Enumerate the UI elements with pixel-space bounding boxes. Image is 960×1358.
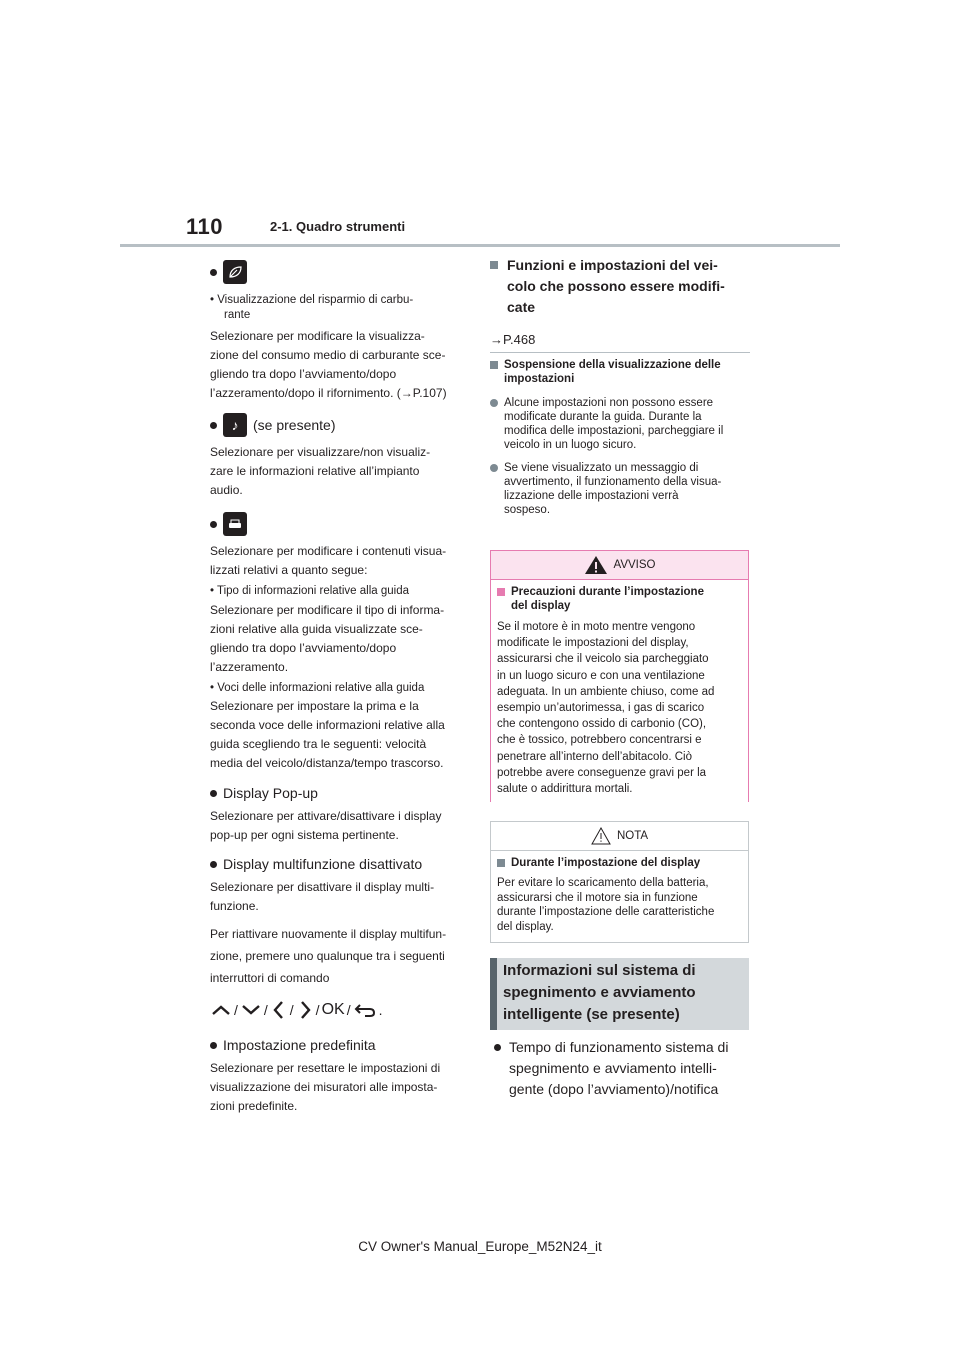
bullet-dot xyxy=(490,399,498,407)
back-arrow-icon xyxy=(353,1001,377,1019)
note-label: NOTA xyxy=(616,830,649,842)
drive-line: seconda voce delle informazioni relative alla xyxy=(210,718,445,732)
drive-line: guida scegliendo tra le seguenti: velocità xyxy=(210,737,427,751)
tempo-line: spegnimento e avviamento intelli- xyxy=(509,1060,717,1076)
default-bullet xyxy=(210,1035,465,1055)
section-title: 2-1. Quadro strumenti xyxy=(270,219,406,234)
nav-separator: / xyxy=(263,1002,268,1018)
section-square-icon xyxy=(497,859,505,867)
popup-bullet xyxy=(210,783,465,803)
audio-bullet xyxy=(210,413,465,437)
multi-text-2 xyxy=(210,923,465,989)
chevron-right-icon xyxy=(296,999,314,1021)
functions-ref[interactable]: →P.468 xyxy=(490,332,536,347)
audio-title: (se presente) xyxy=(253,417,336,433)
tempo-text xyxy=(509,1037,728,1100)
bullet-dot xyxy=(210,1042,217,1049)
drive-line: gliendo tra dopo l’avviamento/dopo xyxy=(210,640,397,655)
drive-text-3 xyxy=(210,697,465,773)
warning-box xyxy=(490,550,749,802)
functions-heading xyxy=(490,255,750,318)
bullet-dot xyxy=(494,1044,501,1051)
drive-sub-2: • Voci delle informazioni relative alla guida xyxy=(210,681,425,694)
info-heading-line: intelligente (se presente) xyxy=(503,1006,680,1023)
eco-line: l’azzeramento/dopo il rifornimento. (→P.107) xyxy=(210,386,447,400)
info-heading-line: Informazioni sul sistema di xyxy=(503,962,696,979)
nav-separator: / xyxy=(346,1002,351,1018)
tempo-bullet xyxy=(494,1037,754,1100)
bullet-dot xyxy=(210,861,217,868)
drive-bullet xyxy=(210,512,465,536)
bullet-dot xyxy=(210,422,217,429)
multi-title: Display multifunzione disattivato xyxy=(223,856,423,872)
section-square-icon xyxy=(490,261,498,269)
eco-line: Selezionare per modificare la visualizza- xyxy=(210,329,425,343)
chevron-down-icon xyxy=(240,1002,262,1018)
eco-text xyxy=(210,327,465,403)
eco-bullet xyxy=(210,260,465,284)
warning-triangle-icon xyxy=(584,555,608,575)
multi-line: interruttori di comando xyxy=(210,971,330,985)
audio-line: audio. xyxy=(210,483,243,497)
drive-line: lizzati relativi a quanto segue: xyxy=(210,563,368,577)
drive-line: Selezionare per modificare il tipo di informa- xyxy=(210,602,445,617)
info-heading-box xyxy=(490,958,749,1030)
suspend-heading xyxy=(490,358,750,386)
leaf-icon xyxy=(223,260,247,284)
page-number: 110 xyxy=(186,214,223,239)
multi-line: funzione. xyxy=(210,899,259,913)
suspend-section xyxy=(490,358,750,517)
bullet-dot xyxy=(210,269,217,276)
warning-body xyxy=(491,580,748,807)
nav-separator: / xyxy=(234,1002,238,1018)
info-heading-line: spegnimento e avviamento xyxy=(503,984,696,1001)
tempo-item xyxy=(494,1037,754,1100)
multi-line: zione, premere uno qualunque tra i seguenti xyxy=(210,949,445,963)
warning-band xyxy=(491,551,748,580)
note-triangle-icon xyxy=(591,827,611,845)
section-divider xyxy=(490,352,750,353)
suspend-item xyxy=(490,396,750,452)
drive-line: Selezionare per modificare i contenuti visua- xyxy=(210,544,447,558)
drive-line: media del veicolo/distanza/tempo trascorso. xyxy=(210,756,444,770)
bullet-dot xyxy=(210,790,217,797)
drive-line: Selezionare per impostare la prima e la xyxy=(210,699,419,713)
tempo-line: Tempo di funzionamento sistema di xyxy=(509,1039,729,1055)
note-body xyxy=(491,851,748,934)
drive-sub-1: • Tipo di informazioni relative alla guida xyxy=(210,585,409,597)
warning-title: Precauzioni durante l’impostazione del display xyxy=(511,586,704,612)
bullet-dot xyxy=(210,521,217,528)
eco-line: zione del consumo medio di carburante sce- xyxy=(210,348,446,362)
chevron-left-icon xyxy=(270,999,288,1021)
popup-title: Display Pop-up xyxy=(223,785,318,801)
default-title: Impostazione predefinita xyxy=(223,1037,376,1053)
suspend-item-text: Alcune impostazioni non possono essere modificate durante la guida. Durante la modifica delle impostazioni, parcheggiare il veicolo in un luogo sicuro. xyxy=(504,397,724,451)
ok-label: OK xyxy=(321,1001,345,1018)
popup-line: pop-up per ogni sistema pertinente. xyxy=(210,828,399,842)
suspend-item xyxy=(490,461,750,517)
audio-line: Selezionare per visualizzare/non visualiz- xyxy=(210,445,431,459)
audio-text xyxy=(210,443,465,500)
warning-heading xyxy=(497,585,742,613)
note-title: Durante l’impostazione del display xyxy=(511,857,701,869)
warning-text: Se il motore è in moto mentre vengono modificate le impostazioni del display, assicurarsi che il veicolo sia parcheggiato in un luogo sicuro e con una ventilazione adeguata. In un ambiente chiuso, come ad esempio un’autorimessa, i gas di scarico che contengono ossido di carbonio (CO), che è tossico, potrebbero concentrarsi e penetrare all’interno dell’abitacolo. Ciò potrebbe avere conseguenze gravi per la salute o addirittura mortali. xyxy=(497,621,715,796)
warning-label: AVVISO xyxy=(613,559,656,571)
suspend-item-text: Se viene visualizzato un messaggio di avvertimento, il funzionamento della visua- lizzazione delle impostazioni verrà sospeso. xyxy=(504,462,722,516)
eco-sub: • Visualizzazione del risparmio di carbu- rante xyxy=(210,294,414,321)
chevron-up-icon xyxy=(210,1002,232,1018)
multi-line: Per riattivare nuovamente il display multifun- xyxy=(210,927,447,941)
multi-bullet xyxy=(210,854,465,874)
header-divider xyxy=(120,244,840,247)
functions-section xyxy=(490,255,750,349)
drive-line: zioni relative alla guida visualizzate sce- xyxy=(210,621,423,636)
audio-line: zare le informazioni relative all’impianto xyxy=(210,464,420,478)
section-square-icon xyxy=(497,588,505,596)
drive-line: l’azzeramento. xyxy=(210,659,289,674)
multi-line: Selezionare per disattivare il display multi- xyxy=(210,880,435,894)
bullet-dot xyxy=(490,464,498,472)
music-note-icon: ♪ xyxy=(223,413,247,437)
popup-line: Selezionare per attivare/disattivare i display xyxy=(210,809,442,823)
functions-title: Funzioni e impostazioni del vei- colo che possono essere modifi- cate xyxy=(507,257,725,315)
section-square-icon xyxy=(490,361,498,369)
note-text: Per evitare lo scaricamento della batteria, assicurarsi che il motore sia in funzione durante l’impostazione delle caratteristiche del display. xyxy=(497,877,715,933)
default-line: visualizzazione dei misuratori alle imposta- xyxy=(210,1080,438,1094)
tempo-line: gente (dopo l’avviamento)/notifica xyxy=(509,1081,719,1097)
popup-text xyxy=(210,807,465,845)
multi-text xyxy=(210,878,465,916)
nav-separator: / xyxy=(289,1002,294,1018)
car-info-icon xyxy=(223,512,247,536)
default-line: zioni predefinite. xyxy=(210,1099,298,1113)
default-text xyxy=(210,1059,465,1116)
note-box xyxy=(490,821,749,943)
nav-switches xyxy=(210,999,465,1021)
note-band xyxy=(491,822,748,851)
drive-text-2 xyxy=(210,601,465,677)
nav-end: . xyxy=(378,1002,383,1018)
eco-line: gliendo tra dopo l’avviamento/dopo xyxy=(210,367,397,381)
default-line: Selezionare per resettare le impostazioni di xyxy=(210,1061,441,1075)
left-column xyxy=(210,260,465,1116)
drive-text xyxy=(210,542,465,580)
nav-separator: / xyxy=(315,1002,320,1018)
suspend-title: Sospensione della visualizzazione delle impostazioni xyxy=(504,359,721,385)
footer-text: CV Owner's Manual_Europe_M52N24_it xyxy=(358,1239,602,1254)
note-heading xyxy=(497,856,742,870)
